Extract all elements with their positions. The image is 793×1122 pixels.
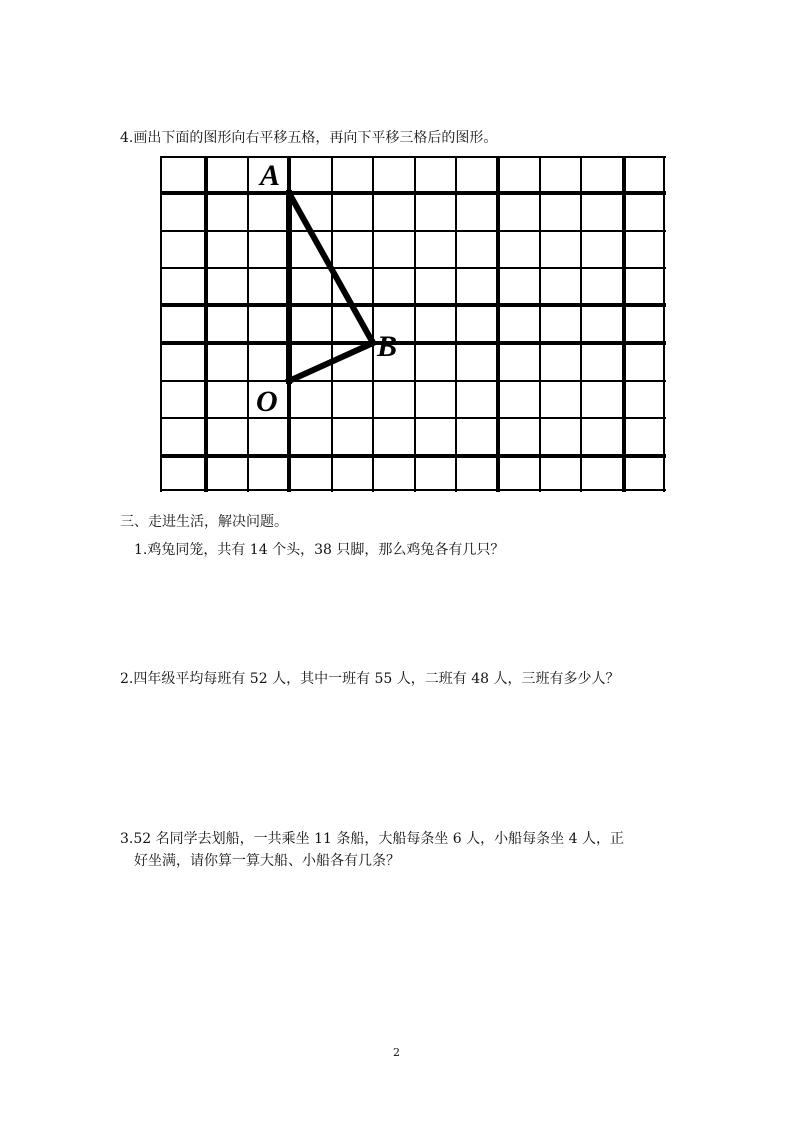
problem-2-text: 2.四年级平均每班有 52 人，其中一班有 55 人，二班有 48 人，三班有多少人？ [120,671,620,687]
grid-svg [160,156,666,492]
problem-3-line-1: 3.52 名同学去划船，一共乘坐 11 条船，大船每条坐 6 人，小船每条坐 4 人，正 [120,831,624,847]
problem-1-text: 1.鸡兔同笼，共有 14 个头，38 只脚，那么鸡兔各有几只？ [134,542,505,558]
question-4-text: 4.画出下面的图形向右平移五格，再向下平移三格后的图形。 [120,130,498,146]
point-label-b: B [377,330,398,363]
point-label-a: A [260,159,281,192]
grid-lines [160,156,666,492]
section-3-heading: 三、走进生活，解决问题。 [120,514,288,530]
problem-3-line-2: 好坐满，请你算一算大船、小船各有几条？ [134,853,400,869]
page-number: 2 [393,1046,400,1059]
point-label-o: O [256,385,278,418]
translation-grid-figure [160,156,666,492]
